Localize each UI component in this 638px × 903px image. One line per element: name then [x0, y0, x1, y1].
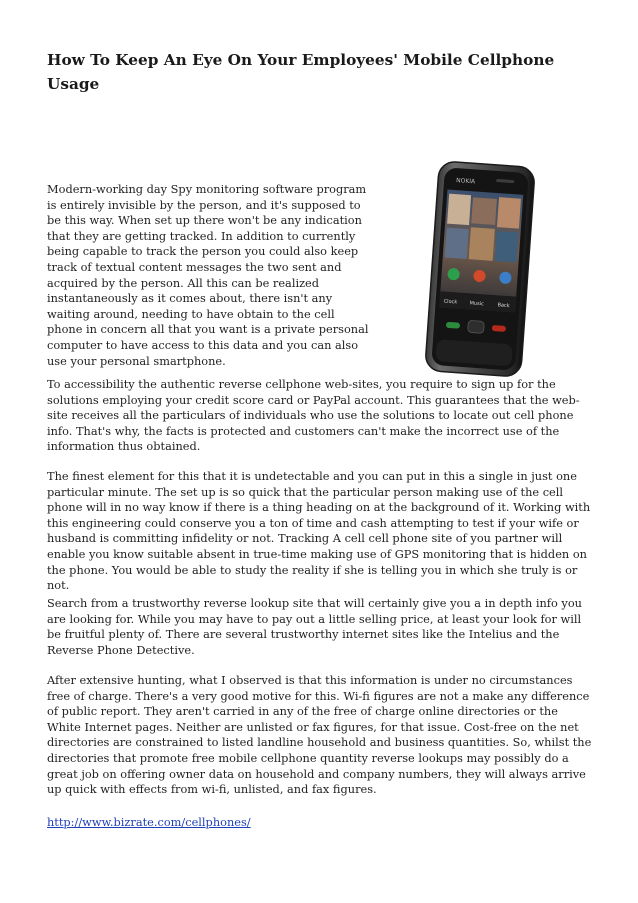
- brand-logo: NOKIA: [455, 177, 476, 186]
- screen-label-back: Back: [497, 302, 510, 310]
- cellphone-image: [420, 158, 540, 380]
- screen-label-clock: Clock: [443, 298, 458, 306]
- page-title: How To Keep An Eye On Your Employees' Mobile Cellphone Usage: [47, 51, 555, 93]
- paragraph-1: Modern-working day Spy monitoring software program is entirely invisible by the person, and it's supposed to be this way. When set up there won't be any indication that they are getting tracked. In addition to currently being capable to track the person you could also keep track of textual content messages the two sent and acquired by the person. All this can be realized instantaneously as it comes about, there isn't any waiting around, needing to have obtain to the cell phone in concern all that you want is a private personal computer to have access to this data and you can also use your personal smartphone.: [47, 182, 369, 368]
- paragraph-5: After extensive hunting, what I observed is that this information is under no circumstances free of charge. There's a very good motive for this. Wi-fi figures are not a make any difference of public report. They aren't carried in any of the free of charge online directories or the White Internet pages. Neither are unlisted or fax figures, for that issue. Cost-free on the net directories are constrained to listed landline household and business quantities. So, whilst the directories that promote free mobile cellphone quantity reverse lookups may possibly do a great job on offering owner data on household and company numbers, they will always arrive up quick with effects from wi-fi, unlisted, and fax figures.: [47, 673, 592, 797]
- paragraph-2: To accessibility the authentic reverse cellphone web-sites, you require to sign up for the solutions employing your credit score card or PayPal account. This guarantees that the web-site receives all the particulars of individuals who use the solutions to locate out cell phone info. That's why, the facts is protected and customers can't make the incorrect use of the information thus obtained.: [47, 377, 580, 454]
- paragraph-3: The finest element for this that it is undetectable and you can put in this a single in just one particular minute. The set up is so quick that the particular person making use of the cell phone will in no way know if there is a thing heading on at the background of it. Working with this engineering could conserve you a ton of time and cash attempting to test if your wife or husband is committing infidelity or not. Tracking A cell cell phone site of you partner will enable you know suitable absent in true-time making use of GPS monitoring that is hidden on the phone. You would be able to study the reality if she is telling you in which she truly is or not.: [47, 469, 591, 593]
- screen-label-music: Music: [469, 300, 484, 308]
- reference-link[interactable]: http://www.bizrate.com/cellphones/: [47, 815, 251, 829]
- paragraph-4: Search from a trustworthy reverse lookup site that will certainly give you a in depth info you are looking for. While you may have to pay out a little selling price, at least your look for will be fruitful plenty of. There are several trustworthy internet sites like the Intelius and the Reverse Phone Detective.: [47, 596, 582, 657]
